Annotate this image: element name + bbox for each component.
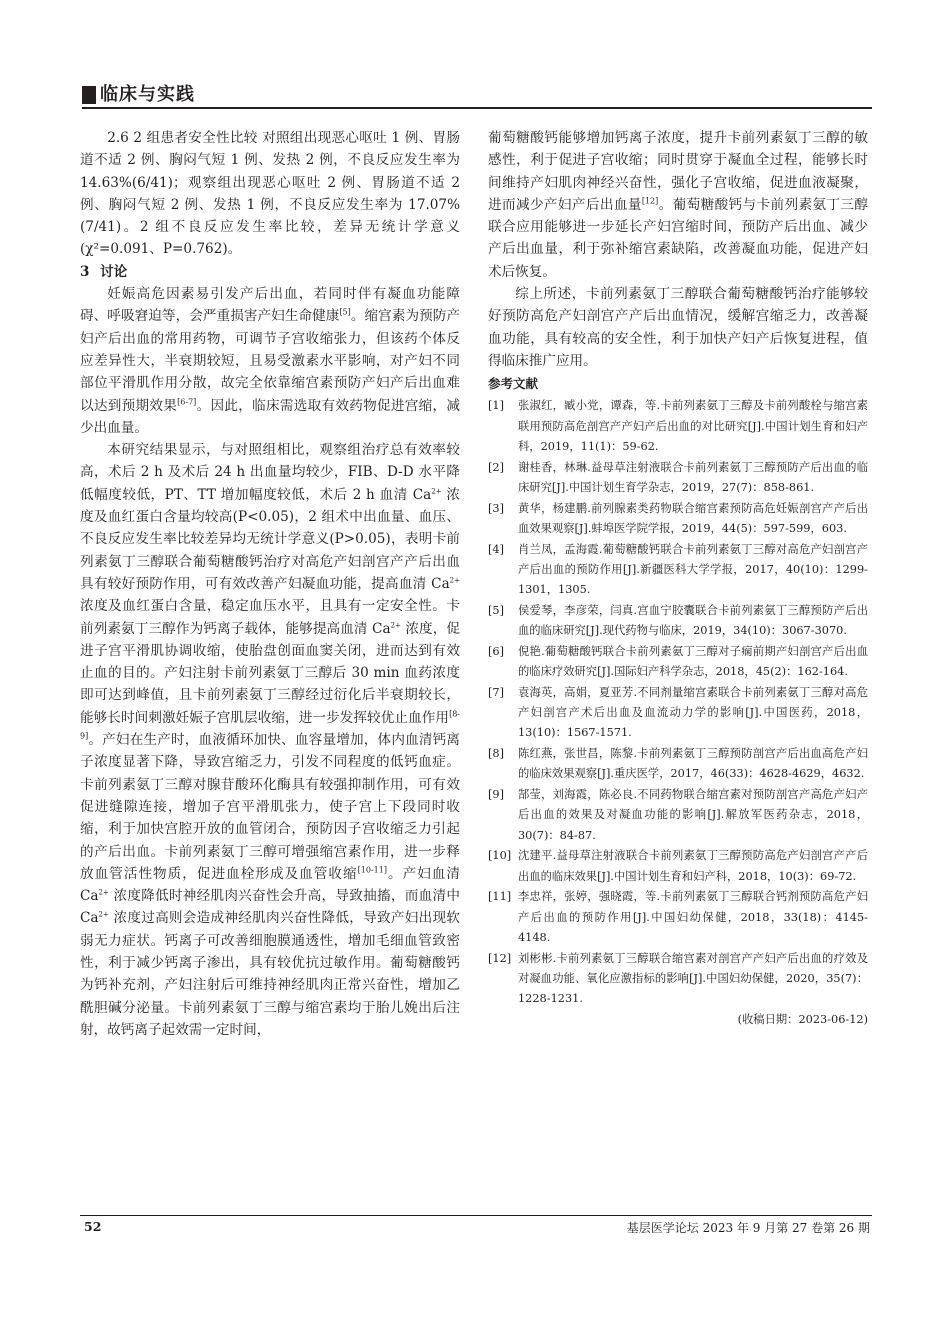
conclusion-paragraph: 综上所述，卡前列素氨丁三醇联合葡萄糖酸钙治疗能够较好预防高危产妇剖宫产产后出血情况，缓解宫缩乏力，改善凝血功能，具有较高的安全性，利于加快产妇产后恢复进程，值得临床推广应用。 (488, 286, 868, 369)
text-run: 浓度及血红蛋白含量，稳定血压水平，且具有一定安全性。卡前列素氨丁三醇作为钙离子载体，能够提高血清 Ca (80, 598, 460, 637)
discussion-paragraph-1 (80, 283, 460, 439)
reference-item (488, 683, 868, 744)
reference-text: 李忠祥，张婷，强晓霞，等.卡前列素氨丁三醇联合钙剂预防高危产妇产后出血的预防作用[J].中国妇幼保健，2018，33(18)：4145-4148. (518, 890, 868, 944)
citation: [12] (641, 196, 659, 206)
discussion-paragraph-3 (488, 127, 868, 283)
citation: [10-11] (357, 865, 387, 875)
text-run: 浓度及血红蛋白含量均较高(P<0.05)，2 组术中出血量、血压、不良反应发生率比较差异均无统计学意义(P>0.05)，表明卡前列素氨丁三醇联合葡萄糖酸钙治疗对高危产妇剖宫产产后出血具有较好预防作用，可有效改善产妇凝血功能，提高血清 Ca (80, 486, 460, 592)
reference-number: [1] (488, 399, 505, 413)
reference-text: 张淑红，臧小党，谭森，等.卡前列素氨丁三醇及卡前列酸栓与缩宫素联用预防高危剖宫产产妇产后出血的对比研究[J].中国计划生育和妇产科，2019，11(1)：59-62. (518, 399, 868, 453)
reference-item (488, 887, 868, 948)
page-number: 52 (84, 1219, 102, 1234)
reference-item (488, 785, 868, 846)
running-header (82, 84, 872, 110)
reference-text: 沈建平.益母草注射液联合卡前列素氨丁三醇预防高危产妇剖宫产产后出血的临床效果[J].中国计划生育和妇产科，2018，10(3)：69-72. (518, 849, 868, 883)
journal-citation: 基层医学论坛 2023 年 9 月第 27 卷第 26 期 (626, 1221, 870, 1235)
reference-text: 陈红燕，张世昌，陈黎.卡前列素氨丁三醇预防剖宫产后出血高危产妇的临床效果观察[J].重庆医学，2017，46(33)：4628-4629，4632. (518, 747, 868, 781)
reference-text: 肖兰凤，孟海霞.葡萄糖酸钙联合卡前列素氨丁三醇对高危产妇剖宫产产后出血的预防作用[J].新疆医科大学学报，2017，40(10)：1299-1301，1305. (518, 542, 868, 597)
section-3-title: 讨论 (100, 263, 128, 280)
superscript: 2+ (431, 487, 442, 496)
right-column (488, 127, 868, 1030)
text-run: 浓度降低时神经肌肉兴奋性会升高，导致抽搐，而血清中 Ca (80, 888, 460, 927)
left-column (80, 127, 460, 1041)
reference-item (488, 601, 868, 642)
reference-number: [10] (488, 849, 512, 863)
header-rule (82, 107, 872, 109)
reference-number: [4] (488, 542, 505, 556)
reference-number: [11] (488, 890, 512, 904)
text-run: 浓度过高则会造成神经肌肉兴奋性降低，导致产妇出现软弱无力症状。钙离子可改善细胞膜通透性，增加毛细血管致密性，利于减少钙离子渗出，具有较优抗过敏作用。葡萄糖酸钙为钙补充剂，产妇注射后可维持神经肌肉正常兴奋性，增加乙酰胆碱分泌量。卡前列素氨丁三醇与缩宫素均于胎儿娩出后注射，故钙离子起效需一定时间， (80, 910, 460, 1038)
text-run: 。缩宫素为预防产妇产后出血的常用药物，可调节子宫收缩张力，但该药个体反应差异性大，半衰期较短，且易受激素水平影响，对产妇不同部位平滑肌作用分散，故完全依靠缩宫素预防产妇产后出血难以达到预期效果 (80, 308, 461, 414)
reference-number: [5] (488, 603, 505, 617)
reference-number: [7] (488, 685, 505, 699)
reference-item (488, 949, 868, 1010)
reference-text: 谢桂香，林琳.益母草注射液联合卡前列素氨丁三醇预防产后出血的临床研究[J].中国计划生育学杂志，2019，27(7)：858-861. (518, 460, 868, 494)
text-run: 。产妇在生产时，血液循环加快、血容量增加，体内血清钙离子浓度显著下降，导致宫缩乏力，引发不同程度的低钙血症。卡前列素氨丁三醇对腺苷酸环化酶具有较强抑制作用，可有效促进缝隙连接，增加子宫平滑肌张力，使子宫上下段同时收缩，利于加快宫腔开放的血管闭合，预防因子宫收缩乏力引起的产后出血。卡前列素氨丁三醇可增强缩宫素作用，进一步释放血管活性物质，促进血栓形成及血管收缩 (80, 732, 460, 882)
reference-item (488, 396, 868, 457)
reference-number: [9] (488, 788, 505, 802)
text-run: 本研究结果显示，与对照组相比，观察组治疗总有效率较高，术后 2 h 及术后 24 h 出血量均较少，FIB、D-D 水平降低幅度较低，PT、TT 增加幅度较低，术后 2 h 血清 Ca (80, 442, 460, 503)
reference-number: [8] (488, 747, 505, 761)
section-2-6-text: 对照组出现恶心呕吐 1 例、胃肠道不适 2 例、胸闷气短 1 例、发热 2 例，不良反应发生率为 14.63%(6/41)；观察组出现恶心呕吐 2 例、胃肠道不适 2 例、胸闷气短 2 例、发热 1 例，不良反应发生率为 17.07%(7/41)。2 组不良反应发生率比较，差异无统计学意义(χ²=0.091、P=0.762)。 (80, 130, 460, 258)
citation: [5] (339, 307, 351, 317)
reference-item (488, 499, 868, 540)
citation: [8-9] (80, 709, 460, 741)
references-title: 参考文献 (488, 376, 539, 392)
text-run: 。葡萄糖酸钙与卡前列素氨丁三醇联合应用能够进一步延长产妇宫缩时间，预防产后出血、减少产后出血量，利于弥补缩宫素缺陷，改善凝血功能，促进产妇术后恢复。 (488, 196, 869, 280)
reference-text: 刘彬彬.卡前列素氨丁三醇联合缩宫素对剖宫产产妇产后出血的疗效及对凝血功能、氧化应激指标的影响[J].中国妇幼保健，2020，35(7)：1228-1231. (518, 951, 868, 1006)
reference-item (488, 642, 868, 683)
section-3-heading (80, 261, 460, 283)
reference-text: 黄华，杨建鹏.前列腺素类药物联合缩宫素预防高危妊娠剖宫产产后出血效果观察[J].蚌埠医学院学报，2019，44(5)：597-599，603. (518, 501, 868, 535)
superscript: 2+ (98, 910, 109, 919)
text-run: 。产妇血清 Ca (80, 865, 461, 905)
reference-number: [6] (488, 644, 505, 658)
reference-item (488, 846, 868, 887)
reference-number: [3] (488, 501, 505, 515)
reference-number: [12] (488, 951, 512, 965)
section-2-6 (80, 127, 460, 261)
reference-item (488, 744, 868, 785)
reference-text: 袁海英，高娟，夏亚芳.不同剂量缩宫素联合卡前列素氨丁三醇对高危产妇剖宫产术后出血及血流动力学的影响[J].中国医药，2018，13(10)：1567-1571. (518, 685, 868, 740)
section-header-title: 临床与实践 (100, 84, 195, 105)
reference-list (488, 396, 868, 1009)
header-block-mark (82, 86, 96, 104)
text-run: 葡萄糖酸钙能够增加钙离子浓度，提升卡前列素氨丁三醇的敏感性，利于促进子宫收缩；同时贯穿于凝血全过程，能够长时间维持产妇肌肉神经兴奋性，强化子宫收缩，促进血液凝聚，进而减少产妇产后出血量 (488, 130, 868, 213)
discussion-paragraph-2 (80, 439, 460, 1041)
section-2-6-number: 2.6 (107, 130, 129, 146)
text-run: 。因此，临床需选取有效药物促进宫缩，减少出血量。 (80, 397, 461, 436)
section-3-number: 3 (80, 263, 90, 280)
footer-rule (80, 1215, 872, 1216)
reference-number: [2] (488, 460, 505, 474)
reference-text: 倪艳.葡萄糖酸钙联合卡前列素氨丁三醇对子痫前期产妇剖宫产后出血的临床疗效研究[J].国际妇产科学杂志，2018，45(2)：162-164. (518, 644, 868, 679)
citation: [6-7] (177, 397, 197, 407)
text-run: 浓度，促进子宫平滑肌协调收缩，使胎盘创面血窦关闭，进而达到有效止血的目的。产妇注射卡前列素氨丁三醇后 30 min 血药浓度即可达到峰值，且卡前列素氨丁三醇经过衍化后半衰期较长，能够长时间刺激妊娠子宫肌层收缩，进一步发挥较优止血作用 (80, 620, 460, 726)
superscript: 2+ (98, 888, 109, 897)
reference-item (488, 458, 868, 499)
reference-item (488, 540, 868, 601)
superscript: 2+ (390, 621, 401, 629)
superscript: 2+ (449, 576, 460, 585)
text-run: 妊娠高危因素易引发产后出血，若同时伴有凝血功能障碍、呼吸窘迫等，会严重损害产妇生命健康 (80, 286, 460, 325)
reference-text: 侯爱琴，李彦荣，闫真.宫血宁胶囊联合卡前列素氨丁三醇预防产后出血的临床研究[J].现代药物与临床，2019，34(10)：3067-3070. (518, 603, 868, 638)
received-date: (收稿日期：2023-06-12) (737, 1013, 868, 1027)
reference-text: 郜莹，刘海霞，陈必良.不同药物联合缩宫素对预防剖宫产高危产妇产后出血的效果及对凝血功能的影响[J].解放军医药杂志，2018，30(7)：84-87. (518, 788, 868, 842)
section-2-6-title: 2 组患者安全性比较 (133, 130, 258, 146)
